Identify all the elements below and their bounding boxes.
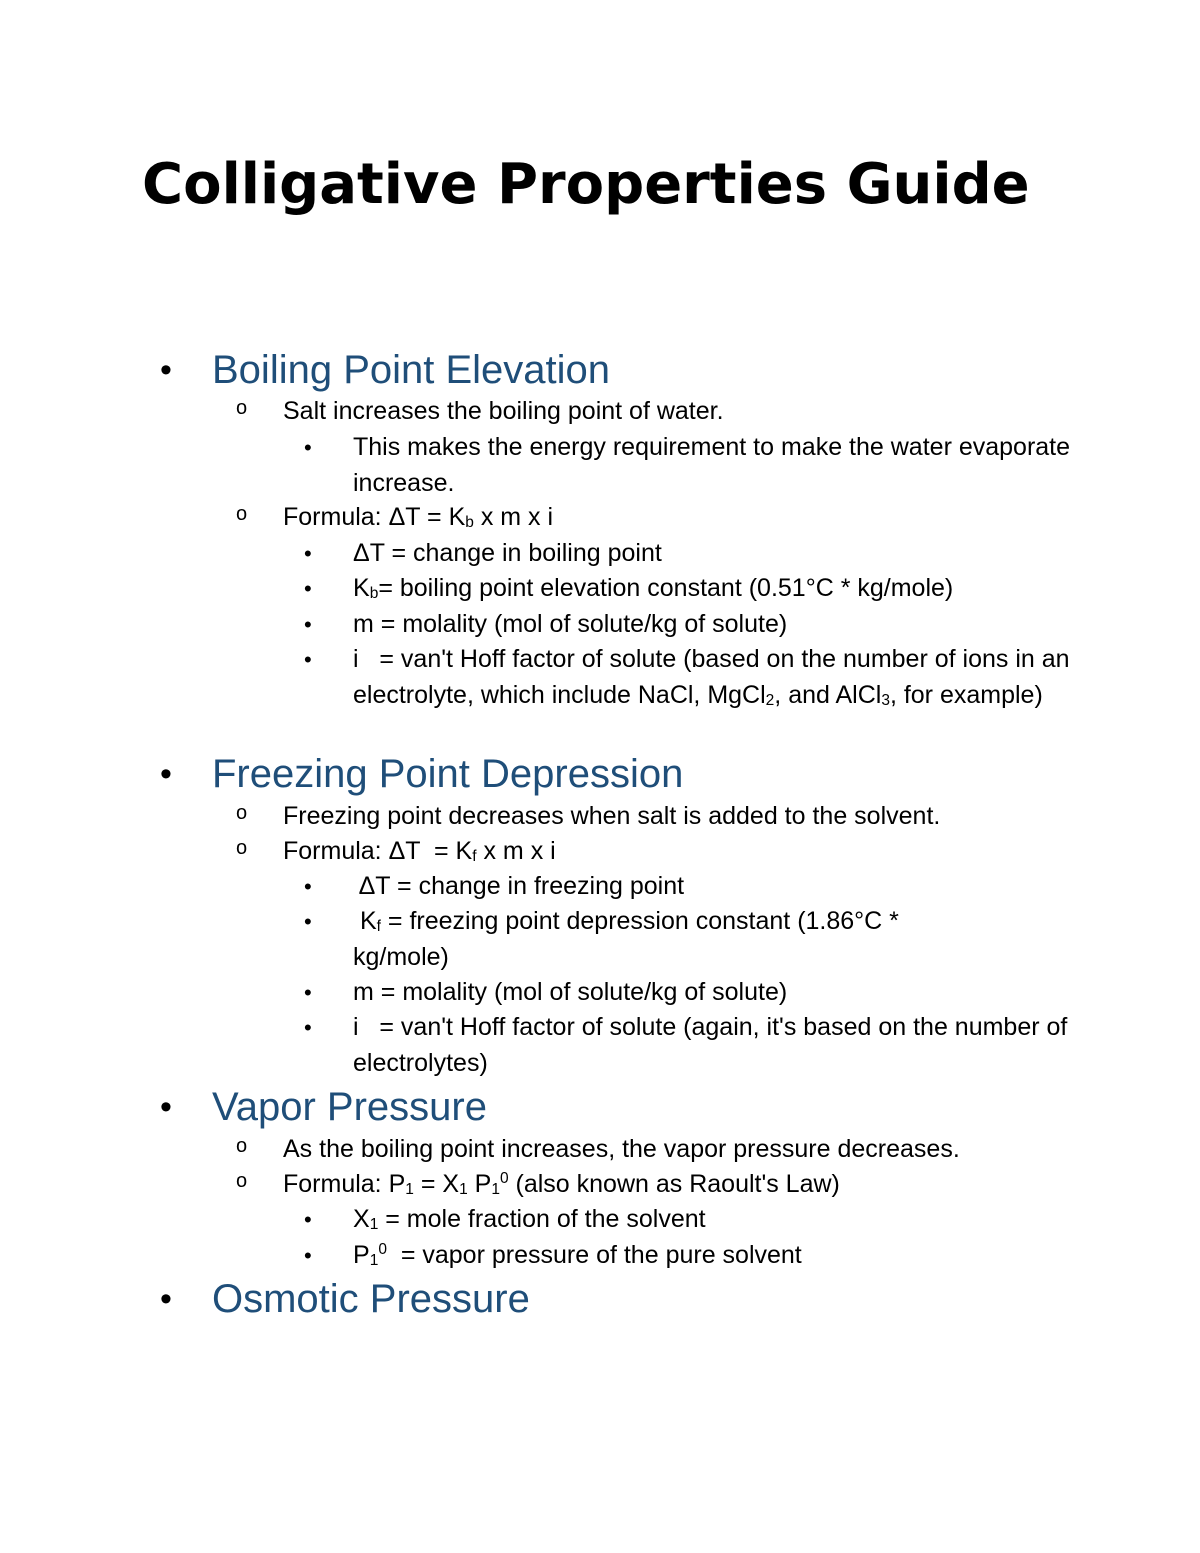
bullet: • <box>304 612 312 637</box>
bullet: • <box>304 1015 312 1040</box>
bullet: o <box>236 1170 248 1192</box>
bullet: o <box>236 503 248 525</box>
item-text: m = molality (mol of solute/kg of solute) <box>353 610 788 638</box>
bullet: • <box>304 1207 312 1232</box>
item-text: This makes the energy requirement to make the water evaporate increase. <box>353 433 1071 497</box>
bullet: • <box>304 874 312 899</box>
item-text: $P_1^0$ = vapor pressure of the pure solvent <box>353 1241 802 1269</box>
item-text: Freezing point decreases when salt is added to the solvent. <box>283 802 941 830</box>
bullet: o <box>236 802 248 824</box>
heading-text: Boiling Point Elevation <box>212 348 611 392</box>
item-text: $K_b=$ boiling point elevation constant (0.51°C * kg/mole) <box>353 574 954 602</box>
bullet: • <box>304 576 312 601</box>
bullet: • <box>160 1280 172 1318</box>
item-text: Formula: $\Delta T = K_b$ x m x i <box>283 503 554 531</box>
bullet: o <box>236 837 248 859</box>
item-text: i = van't Hoff factor of solute (again, it's based on the number of electrolytes) <box>353 1013 1075 1077</box>
heading-text: Osmotic Pressure <box>212 1277 530 1321</box>
page-title: Colligative Properties Guide <box>142 152 1030 217</box>
item-text: $X_1$ = mole fraction of the solvent <box>353 1205 706 1233</box>
bullet: • <box>160 1088 172 1126</box>
item-text: Salt increases the boiling point of water. <box>283 397 724 425</box>
item-text: Formula: $\Delta T = K_f$ x m x i <box>283 837 556 865</box>
bullet: • <box>304 1243 312 1268</box>
bullet: • <box>304 647 312 672</box>
bullet: • <box>304 435 312 460</box>
bullet: • <box>304 541 312 566</box>
item-text: ΔT = change in boiling point <box>353 539 662 567</box>
bullet: • <box>304 909 312 934</box>
bullet: o <box>236 1135 248 1157</box>
bullet: o <box>236 397 248 419</box>
heading-text: Freezing Point Depression <box>212 752 684 796</box>
bullet: • <box>304 980 312 1005</box>
item-text: As the boiling point increases, the vapor pressure decreases. <box>283 1135 960 1163</box>
bullet: • <box>160 351 172 389</box>
bullet: • <box>160 755 172 793</box>
heading-text: Vapor Pressure <box>212 1085 487 1129</box>
item-text: ΔT = change in freezing point <box>353 872 685 900</box>
item-text: Formula: $P_1 = X_1$ $P_1^0$ (also known as Raoult's Law) <box>283 1170 840 1198</box>
item-text: m = molality (mol of solute/kg of solute) <box>353 978 788 1006</box>
item-text: i = van't Hoff factor of solute (based on the number of ions in an electrolyte, which include NaCl, MgCl$_2$, and AlCl$_3$, for example) <box>353 645 1077 709</box>
item-text: $K_f$ = freezing point depression constant (1.86°C * kg/mole) <box>353 907 906 971</box>
